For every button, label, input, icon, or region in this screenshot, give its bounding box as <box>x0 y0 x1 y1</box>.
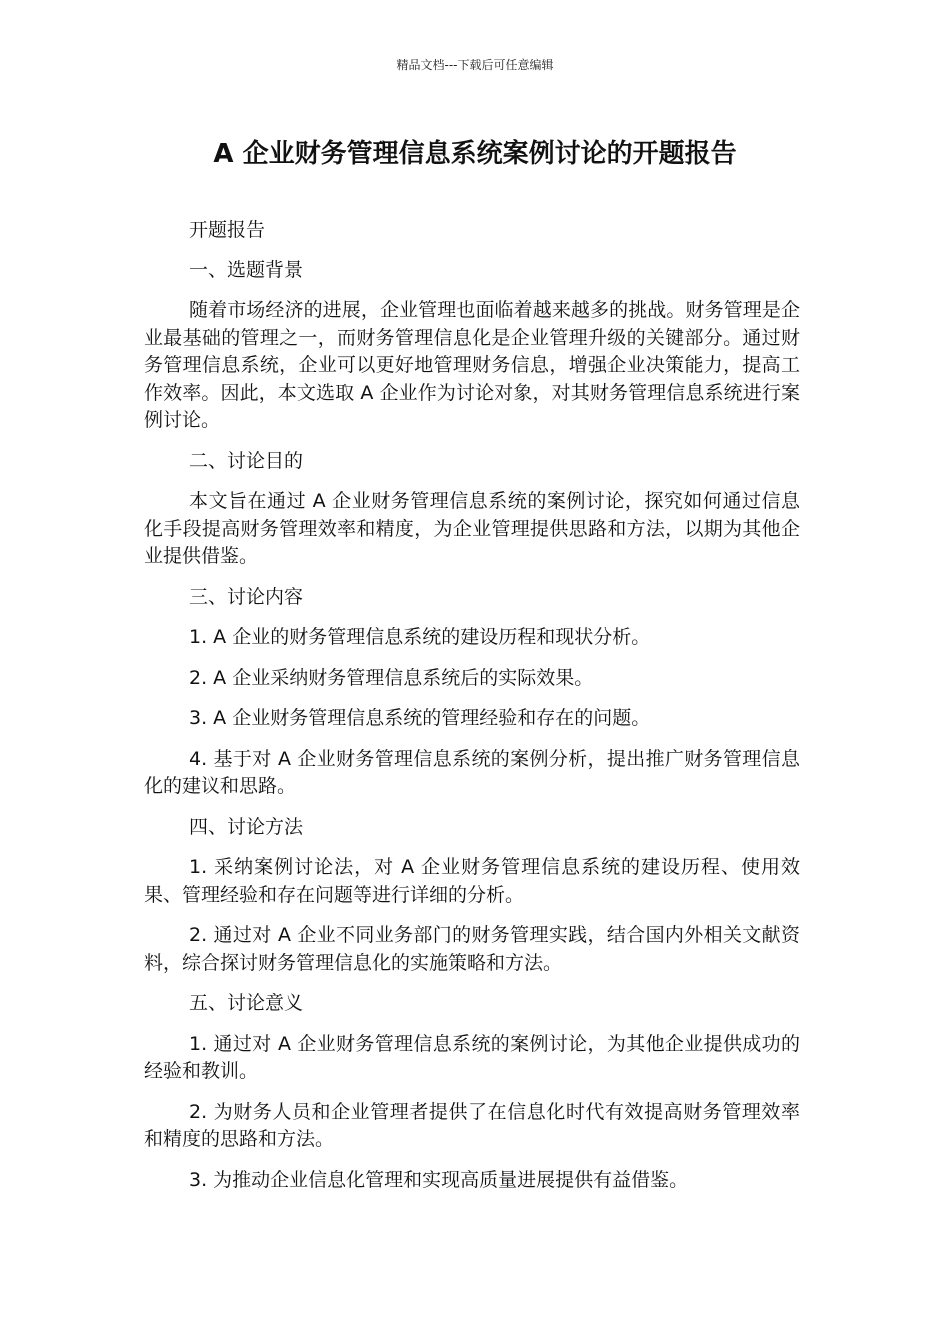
content-item-3: 3. A 企业财务管理信息系统的管理经验和存在的问题。 <box>189 707 651 729</box>
section-heading-method: 四、讨论方法 <box>189 815 304 838</box>
section-heading-content: 三、讨论内容 <box>189 585 304 608</box>
paragraph-background: 随着市场经济的进展，企业管理也面临着越来越多的挑战。财务管理是企业最基础的管理之一，而财务管理信息化是企业管理升级的关键部分。通过财务管理信息系统，企业可以更好地管理财务信息，增强企业决策能力，提高工作效率。因此，本文选取 A 企业作为讨论对象，对其财务管理信息系统进行案例讨论。 <box>144 299 800 431</box>
page-header-watermark: 精品文档---下载后可任意编辑 <box>396 58 554 72</box>
method-item-2: 2. 通过对 A 企业不同业务部门的财务管理实践，结合国内外相关文献资料，综合探讨财务管理信息化的实施策略和方法。 <box>144 924 800 974</box>
paragraph-purpose: 本文旨在通过 A 企业财务管理信息系统的案例讨论，探究如何通过信息化手段提高财务管理效率和精度，为企业管理提供思路和方法，以期为其他企业提供借鉴。 <box>144 490 800 567</box>
document-title: A 企业财务管理信息系统案例讨论的开题报告 <box>213 139 737 169</box>
method-item-1: 1. 采纳案例讨论法，对 A 企业财务管理信息系统的建设历程、使用效果、管理经验和存在问题等进行详细的分析。 <box>144 856 800 906</box>
report-label: 开题报告 <box>189 219 266 241</box>
content-item-4: 4. 基于对 A 企业财务管理信息系统的案例分析，提出推广财务管理信息化的建议和思路。 <box>144 747 800 797</box>
content-item-1: 1. A 企业的财务管理信息系统的建设历程和现状分析。 <box>189 626 651 648</box>
significance-item-2: 2. 为财务人员和企业管理者提供了在信息化时代有效提高财务管理效率和精度的思路和方法。 <box>144 1100 800 1150</box>
significance-item-1: 1. 通过对 A 企业财务管理信息系统的案例讨论，为其他企业提供成功的经验和教训。 <box>144 1032 800 1082</box>
document-body <box>144 217 800 1194</box>
significance-item-3: 3. 为推动企业信息化管理和实现高质量进展提供有益借鉴。 <box>189 1168 689 1191</box>
section-heading-purpose: 二、讨论目的 <box>189 449 304 472</box>
section-heading-background: 一、选题背景 <box>189 258 304 281</box>
section-heading-significance: 五、讨论意义 <box>189 992 304 1014</box>
content-item-2: 2. A 企业采纳财务管理信息系统后的实际效果。 <box>189 666 594 689</box>
